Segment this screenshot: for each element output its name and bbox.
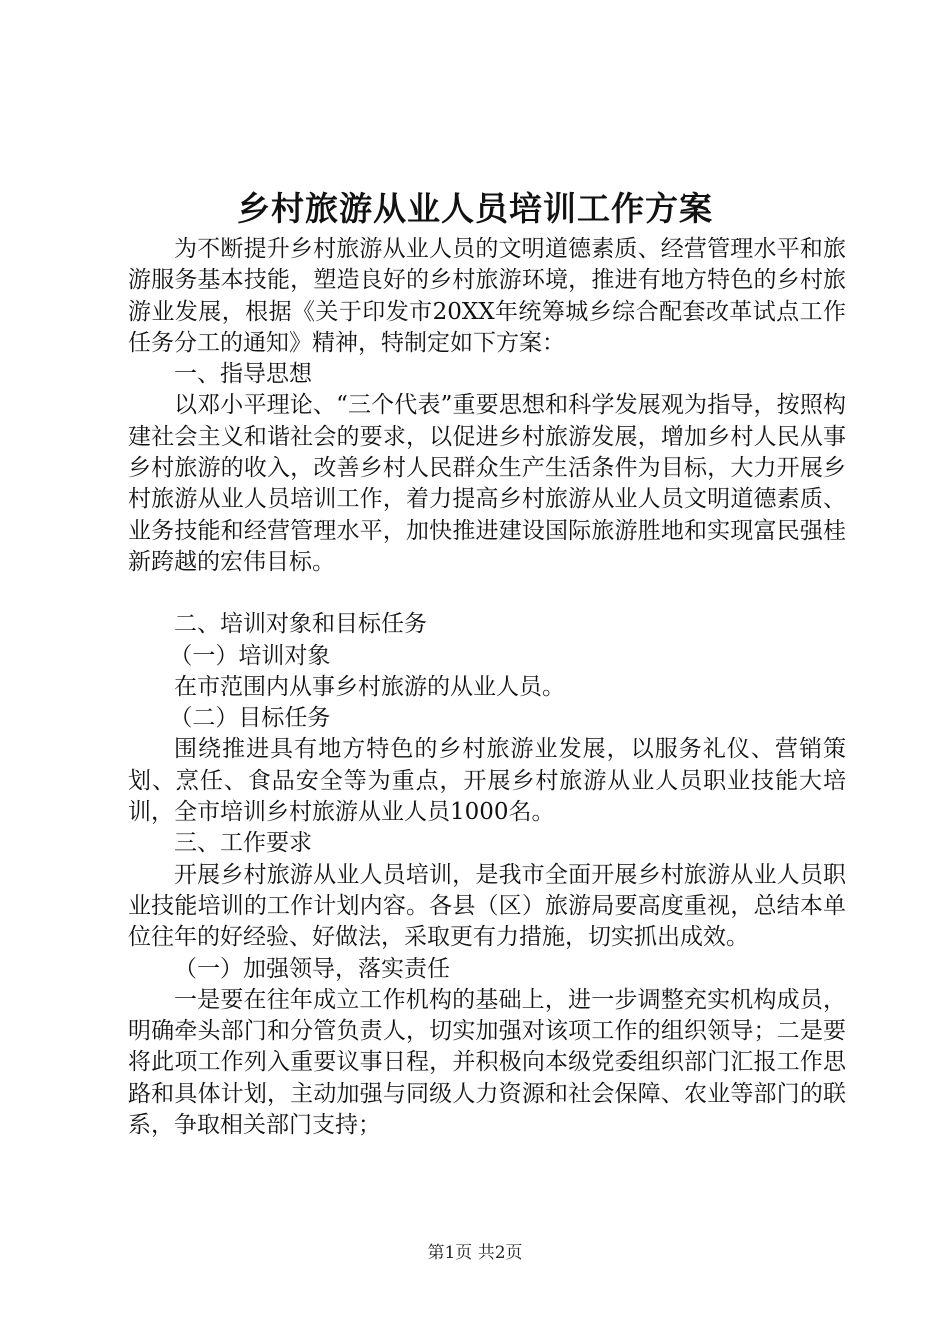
- section2-sub1-paragraph: 在市范围内从事乡村旅游的从业人员。: [174, 673, 565, 700]
- section3-sub1-paragraph: 一是要在往年成立工作机构的基础上，进一步调整充实机构成员，明确牵头部门和分管负责人，切实加强对该项工作的组织领导；二是要将此项工作列入重要议事日程，并积极向本级党委组织部门汇报工作思路和具体计划，主动加强与同级人力资源和社会保障、农业等部门的联系，争取相关部门支持；: [128, 986, 846, 1139]
- section2-sub2-paragraph: 围绕推进具有地方特色的乡村旅游业发展，以服务礼仪、营销策划、烹任、食品安全等为重点，开展乡村旅游从业人员职业技能大培训，全市培训乡村旅游从业人员1000名。: [128, 736, 846, 826]
- document-body: [128, 234, 846, 1141]
- section1-heading: 一、指导思想: [174, 361, 312, 388]
- section2-heading: 二、培训对象和目标任务: [174, 611, 427, 638]
- document-title: 乡村旅游从业人员培训工作方案: [237, 189, 713, 228]
- section2-sub1-heading: （一）培训对象: [169, 642, 331, 669]
- section2-sub2-heading: （二）目标任务: [169, 705, 331, 732]
- section1-paragraph: 以邓小平理论、“三个代表”重要思想和科学发展观为指导，按照构建社会主义和谐社会的要求，以促进乡村旅游发展，增加乡村人民从事乡村旅游的收入，改善乡村人民群众生产生活条件为目标，大力开展乡村旅游从业人员培训工作，着力提高乡村旅游从业人员文明道德素质、业务技能和经营管理水平，加快推进建设国际旅游胜地和实现富民强桂新跨越的宏伟目标。: [128, 392, 846, 575]
- intro-paragraph: 为不断提升乡村旅游从业人员的文明道德素质、经营管理水平和旅游服务基本技能，塑造良好的乡村旅游环境，推进有地方特色的乡村旅游业发展，根据《关于印发市20XX年统筹城乡综合配套改革试点工作任务分工的通知》精神，特制定如下方案：: [128, 236, 846, 356]
- blank-line: [128, 578, 846, 609]
- section3-heading: 三、工作要求: [174, 830, 312, 857]
- section3-paragraph: 开展乡村旅游从业人员培训，是我市全面开展乡村旅游从业人员职业技能培训的工作计划内容。各县（区）旅游局要高度重视，总结本单位往年的好经验、好做法，采取更有力措施，切实抓出成效。: [128, 861, 846, 951]
- section3-sub1-heading: （一）加强领导，落实责任: [174, 955, 450, 982]
- page-footer: 第1页 共2页: [427, 1243, 523, 1263]
